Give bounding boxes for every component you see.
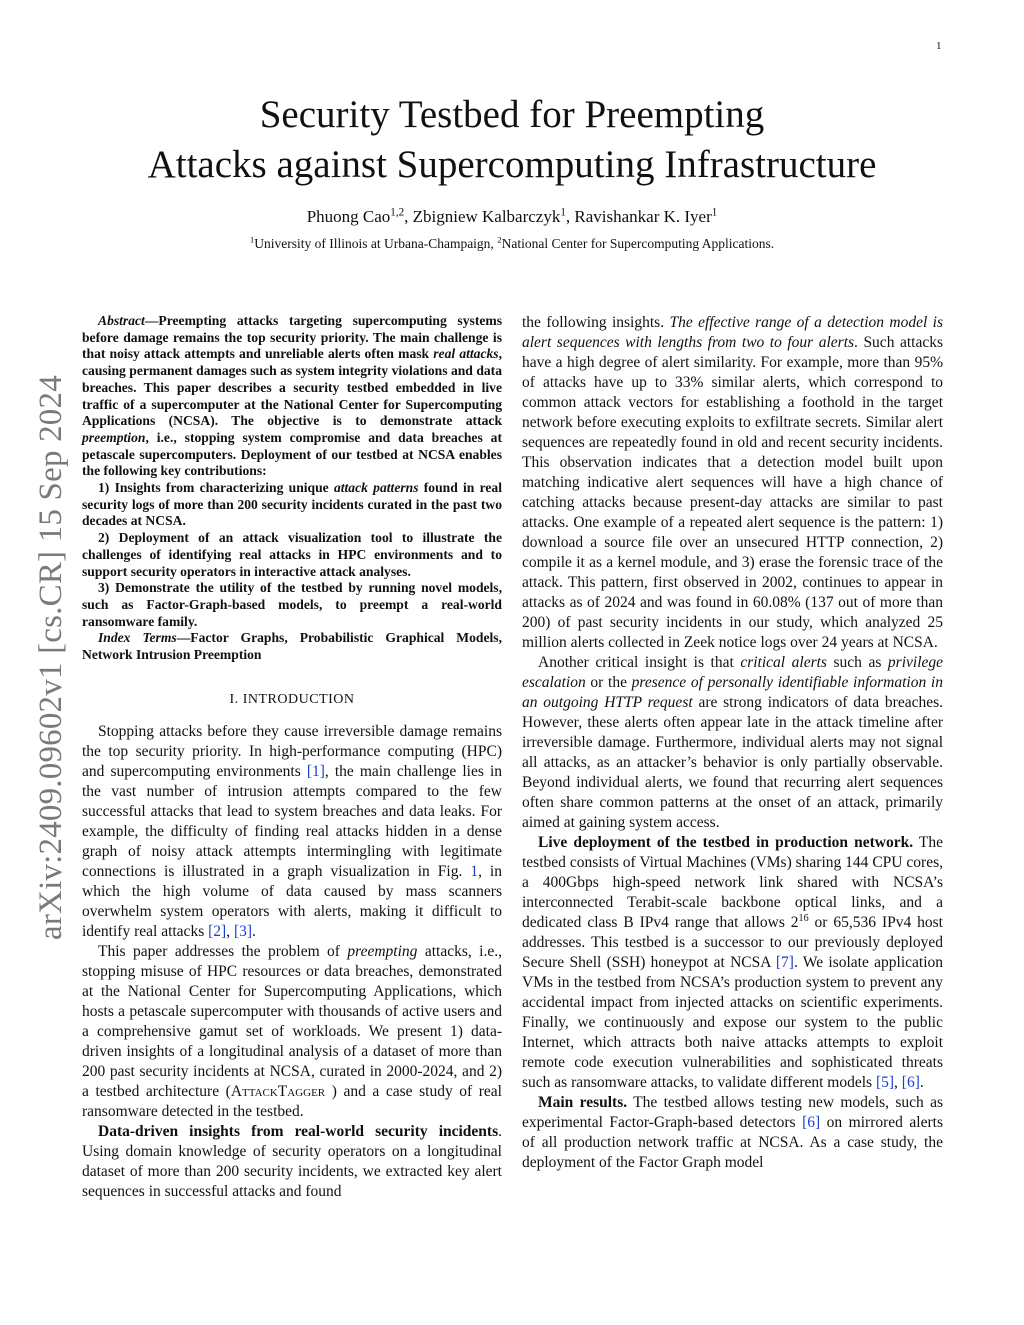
contribution-item: 2) Deployment of an attack visualization tool to illustrate the challenges of identifying real attacks in HPC environments and to support security operators in interactive attack analyses. — [82, 530, 502, 579]
body-text: the following insights. — [522, 314, 670, 331]
citation-link[interactable]: [6] — [901, 1074, 920, 1091]
citation-link[interactable]: [1] — [306, 762, 325, 780]
body-text: , — [226, 922, 234, 940]
author-list — [80, 207, 944, 227]
index-terms-text: —Factor Graphs, Probabilistic Graphical Models, Network Intrusion Preemption — [82, 630, 502, 663]
body-text: or the — [585, 674, 632, 691]
abstract-text: —Preempting attacks targeting supercomputing systems before damage remains the top security priority. The main challenge is that noisy attack attempts and unreliable alerts often mask — [82, 313, 502, 362]
body-text: , the main challenge lies in the vast number of intrusion attempts compared to the few successful attacks that lead to system breaches and data leaks. For example, the difficulty of finding real attacks hidden in a dense graph of noisy attack attempts intermingling with legitimate connections is illustrated in a graph visualization in Fig. — [82, 762, 503, 880]
body-text: The testbed allows testing new models, such as experimental Factor-Graph-based detectors — [522, 1094, 943, 1131]
affiliations — [80, 236, 944, 252]
index-terms-label: Index Terms — [98, 630, 177, 646]
body-paragraph — [522, 833, 943, 1093]
left-column — [82, 313, 502, 1202]
body-emphasis: The effective range of a detection model is alert sequences with lengths from two to four alerts — [522, 314, 943, 351]
affiliation-marker: 1 — [560, 206, 566, 219]
page-number: 1 — [936, 40, 942, 52]
affiliation-text: National Center for Supercomputing Applications. — [501, 236, 775, 251]
citation-link[interactable]: [3] — [233, 922, 253, 940]
body-emphasis: privilege escalation — [522, 654, 944, 691]
body-text: This paper addresses the problem of — [98, 942, 348, 960]
body-text: . — [919, 1074, 924, 1091]
author-name: , Ravishankar K. Iyer — [565, 207, 712, 226]
body-text: on mirrored alerts of all production network traffic at NCSA. As a case study, the deployment of the Factor Graph model — [522, 1114, 943, 1171]
citation-link[interactable]: [5] — [875, 1074, 895, 1091]
body-text: . Such attacks have a high degree of alert similarity. For example, more than 95% of attacks have up to 33% similar alerts, which correspond to common attack vectors for establishing a foothold in the target network before executing exploits to exfiltrate secrets. Similar alert sequences are repeatedly found in old and recent security incidents. This observation indicates that a detection model built upon matching indicative alert sequences will have a high chance of catching attacks because present-day attacks are similar to past attacks. One example of a repeated alert sequence is the pattern: 1) download a source file over an unsecured HTTP connection, 2) compile it as a kernel module, and 3) erase the forensic trace of the attack. This pattern, first observed in 2002, continues to appear in attacks as of 2024 and was found in 60.08% (137 out of more than 200) of past security incidents in our study, which analyzed 25 million alerts collected in Zeek notice logs over 24 years at NCSA. — [522, 334, 943, 651]
body-text: attacks, i.e., stopping misuse of HPC resources or data breaches, demonstrated at the National Center for Supercomputing Applications, which hosts a petascale supercomputer with thousands of active users and a comprehensive gamut set of workloads. We present 1) data-driven insights of a longitudinal analysis of a dataset of more than 200 past security incidents at NCSA, curated in 2000-2024, and 2) a testbed architecture ( — [82, 942, 502, 1100]
index-terms — [82, 630, 502, 663]
abstract-paragraph — [82, 313, 502, 480]
affiliation-marker: 1,2 — [390, 206, 405, 219]
body-paragraph — [82, 1122, 502, 1202]
run-in-heading: Data-driven insights from real-world security incidents — [98, 1122, 499, 1140]
title-line-1: Security Testbed for Preempting — [259, 93, 765, 136]
contribution-item — [82, 480, 502, 530]
body-text: . — [252, 922, 256, 940]
abstract-emphasis: real attacks — [433, 346, 499, 362]
contribution-item: 3) Demonstrate the utility of the testbed by running novel models, such as Factor-Graph-based models, to preempt a real-world ransomware family. — [82, 580, 502, 629]
body-emphasis: preempting — [347, 942, 418, 960]
citation-link[interactable]: [7] — [775, 954, 794, 971]
contribution-text: 1) Insights from characterizing unique — [98, 480, 334, 496]
introduction-body — [82, 722, 502, 1202]
body-text: such as — [826, 654, 888, 671]
body-text: . We isolate application VMs in the testbed from NCSA’s production system to prevent any accidental impact from injected attacks on scientific experiments. Finally, we continuously and expose our system to the public Internet, which attracts both naive attacks attempts to exploit remote code execution vulnerabilities and sophisticated threats such as ransomware attacks, to validate different models — [522, 954, 943, 1091]
right-column — [522, 313, 943, 1173]
author-name: , Zbigniew Kalbarczyk — [404, 207, 561, 226]
title-line-2: Attacks against Supercomputing Infrastructure — [147, 143, 877, 186]
body-text: Stopping attacks before they cause irreversible damage remains the top security priority. In high-performance computing (HPC) and supercomputing environments — [82, 722, 502, 780]
body-text: are strong indicators of data breaches. However, these alerts often appear late in the attack timeline after irreversible damage. Furthermore, individual alerts may not signal all attacks, as an attacker’s behavior is only partially observable. Beyond individual alerts, we found that recurring alert sequences often share common patterns at the onset of an attack, primarily aimed at gaining system access. — [522, 694, 943, 831]
figure-reference-link[interactable]: 1 — [470, 862, 479, 880]
paper-title — [80, 90, 944, 190]
run-in-heading: Live deployment of the testbed in production network. — [538, 834, 914, 851]
section-heading-introduction — [82, 692, 502, 708]
citation-link[interactable]: [2] — [208, 922, 227, 940]
abstract-label: Abstract — [98, 313, 145, 328]
section-title-rest: NTRODUCTION — [247, 691, 355, 707]
body-paragraph — [522, 313, 943, 653]
affiliation-marker: 2 — [497, 234, 502, 245]
body-paragraph — [82, 942, 502, 1122]
affiliation-marker: 1 — [711, 206, 718, 219]
contribution-text: found in real security logs of more than 200 security incidents curated in the past two decades at NCSA. — [82, 480, 503, 529]
body-text: The testbed consists of Virtual Machines (VMs) sharing 144 CPU cores, a 400Gbps high-speed network link shared with NCSA’s interconnected Terabit-scale backbone optical links, and a dedicated class B IPv4 range that allows 2 — [522, 834, 943, 931]
superscript: 16 — [798, 912, 809, 924]
body-text: or 65,536 IPv4 host addresses. This testbed is a successor to our previously deployed Secure Shell (SSH) honeypot at NCSA — [522, 914, 943, 971]
affiliation-text: University of Illinois at Urbana-Champaign, — [254, 236, 498, 251]
body-text: Another critical insight is that — [538, 654, 741, 671]
contribution-emphasis: attack patterns — [333, 480, 419, 496]
body-text: , — [894, 1074, 902, 1091]
system-name: AttackTagger — [230, 1082, 326, 1100]
abstract-text: , i.e., stopping system compromise and data breaches at petascale supercomputers. Deployment of our testbed at NCSA enables the following key contributions: — [82, 429, 502, 479]
abstract-emphasis: preemption — [82, 429, 146, 445]
citation-link[interactable]: [6] — [802, 1114, 821, 1131]
run-in-heading: Main results. — [538, 1094, 628, 1111]
section-numeral: I. — [229, 691, 243, 707]
author-name: Phuong Cao — [306, 207, 391, 226]
body-text: , in which the high volume of data caused by mass scanners overwhelm system operators with alerts, making it difficult to identify real attacks — [82, 862, 502, 940]
body-paragraph — [522, 1093, 943, 1173]
affiliation-marker: 1 — [249, 234, 255, 245]
body-text: ) and a case study of real ransomware detected in the testbed. — [82, 1082, 502, 1120]
body-paragraph — [82, 722, 502, 942]
arxiv-identifier-stamp[interactable]: arXiv:2409.09602v1 [cs.CR] 15 Sep 2024 — [33, 375, 69, 940]
body-text: . Using domain knowledge of security operators on a longitudinal dataset of more than 200 security incidents, we extracted key alert sequences in successful attacks and found — [82, 1122, 502, 1200]
right-column-body — [522, 313, 943, 1173]
section-title-initial: I — [242, 691, 248, 707]
body-emphasis: critical alerts — [740, 654, 827, 671]
abstract — [82, 313, 502, 664]
body-emphasis: presence of personally identifiable information in an outgoing HTTP request — [522, 674, 943, 711]
body-paragraph — [522, 653, 943, 833]
abstract-text: , causing permanent damages such as system integrity violations and data breaches. This paper describes a security testbed embedded in live traffic of a supercomputer at the National Center for Supercomputing Applications (NCSA). The objective is to demonstrate attack — [82, 346, 502, 429]
